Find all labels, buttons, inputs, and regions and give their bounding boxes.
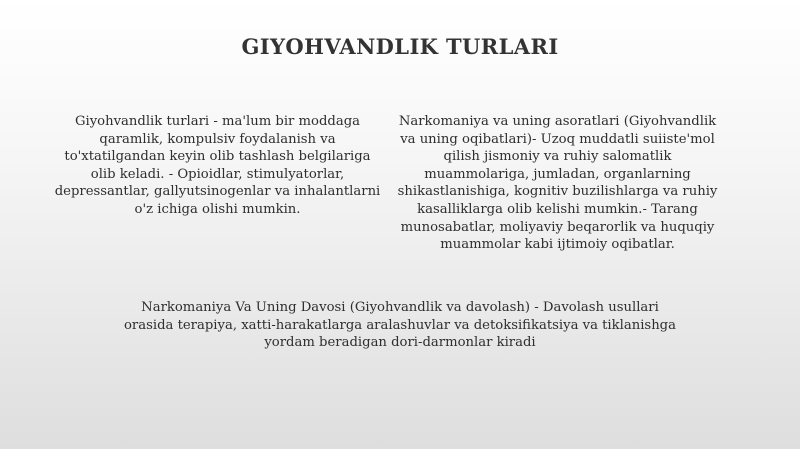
text-block-treatment: Narkomaniya Va Uning Davosi (Giyohvandlik va davolash) - Davolash usullari orasida terapiya, xatti-harakatlarga aralashuvlar va detoksifikatsiya va tiklanishga yordam beradigan dori-darmonlar kiradi	[123, 300, 676, 351]
text-block-types: Giyohvandlik turlari - ma'lum bir moddaga qaramlik, kompulsiv foydalanish va to'xtatilgandan keyin olib tashlash belgilariga olib keladi. - Opioidlar, stimulyatorlar, depressantlar, gallyutsinogenlar va inhalantlarni o'z ichiga olishi mumkin.	[54, 114, 381, 217]
slide-title: GIYOHVANDLIK TURLARI	[241, 34, 559, 59]
text-block-consequences: Narkomaniya va uning asoratlari (Giyohvandlik va uning oqibatlari)- Uzoq muddatli suiiste'mol qilish jismoniy va ruhiy salomatlik muammolariga, jumladan, organlarning shikastlanishiga, kognitiv buzilishlarga va ruhiy kasalliklarga olib kelishi mumkin.- Tarang munosabatlar, moliyaviy beqarorlik va huquqiy muammolar kabi ijtimoiy oqibatlar.	[397, 114, 718, 253]
